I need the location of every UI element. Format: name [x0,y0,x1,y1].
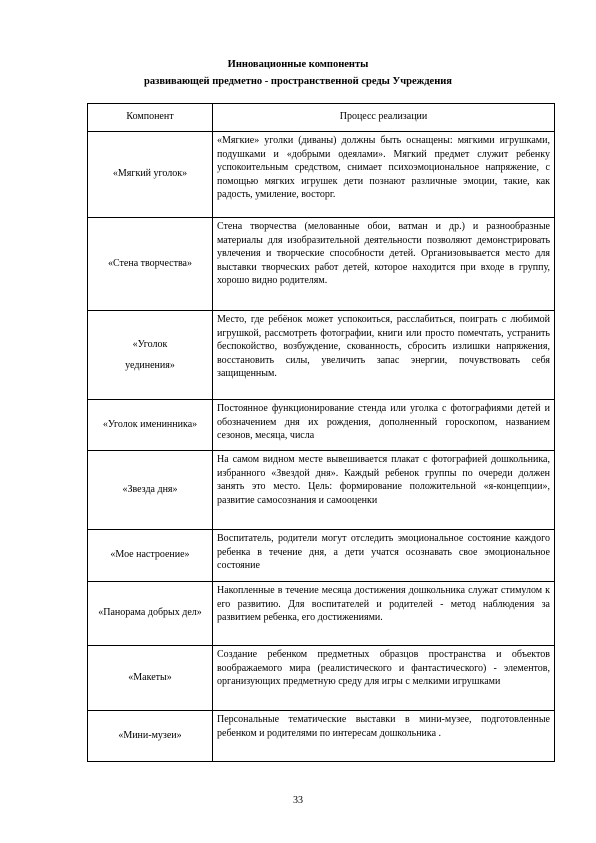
components-table [87,103,555,762]
process-cell: Место, где ребёнок может успокоиться, расслабиться, поиграть с любимой игрушкой, рассмотреть фотографии, книги или просто помечтать, устранить беспокойство, возбуждение, скованность, сбросить излишки напряжения, восстановить силы, увеличить запас энергии, почувствовать себя защищенным. [213,311,555,400]
table-row [88,711,555,762]
document-title-line-2: развивающей предметно - пространственной среды Учреждения [144,76,452,87]
table-row [88,218,555,311]
document-title-line-1: Инновационные компоненты [227,59,369,70]
component-cell: «Уголок именинника» [88,400,213,451]
component-cell: «Стена творчества» [88,218,213,311]
component-cell: «Мини-музеи» [88,711,213,762]
column-header-process: Процесс реализации [213,104,555,132]
process-cell: Постоянное функционирование стенда или уголка с фотографиями детей и обозначением дня их рождения, дополненный гороскопом, названием сезонов, месяца, числа [213,400,555,451]
table-header-row [88,104,555,132]
component-cell: «Панорама добрых дел» [88,582,213,646]
column-header-component: Компонент [88,104,213,132]
table-row [88,400,555,451]
table-row [88,451,555,530]
page-number: 33 [293,795,303,806]
process-cell: Создание ребенком предметных образцов пространства и объектов воображаемого мира (реалистического и фантастического) - элементов, организующих предметную среду для игры с мелкими игрушками [213,646,555,711]
table-row [88,132,555,218]
component-cell: «Звезда дня» [88,451,213,530]
component-cell: «Мягкий уголок» [88,132,213,218]
process-cell: Стена творчества (мелованные обои, ватман и др.) и разнообразные материалы для изобразительной деятельности позволяют демонстрировать увлечения и творческие способности детей. Организовывается место для выставки творческих работ детей, которое находится при входе в группу, хорошо видно родителям. [213,218,555,311]
process-cell: «Мягкие» уголки (диваны) должны быть оснащены: мягкими игрушками, подушками и «добрыми одеялами». Мягкий предмет служит ребенку успокоительным средством, снимает психоэмоциональное напряжение, с помощью мягких игрушек дети познают различные эмоции, такие, как радость, умиление, восторг. [213,132,555,218]
component-cell: «Мое настроение» [88,530,213,582]
table-row [88,530,555,582]
process-cell: На самом видном месте вывешивается плакат с фотографией дошкольника, избранного «Звездой дня». Каждый ребенок группы по очереди должен занять это место. Цель: формирование положительной «я-концепции», развитие самосознания и самооценки [213,451,555,530]
table-row [88,646,555,711]
table-row [88,311,555,400]
component-cell: «Макеты» [88,646,213,711]
process-cell: Накопленные в течение месяца достижения дошкольника служат стимулом к его развитию. Для воспитателей и родителей - метод наблюдения за развитием ребенка, его достижениями. [213,582,555,646]
process-cell: Персональные тематические выставки в мини-музее, подготовленные ребенком и родителями по интересам дошкольника . [213,711,555,762]
table-row [88,582,555,646]
component-cell: «Уголок уединения» [88,311,213,400]
process-cell: Воспитатель, родители могут отследить эмоциональное состояние каждого ребенка в течение дня, а дети учатся осознавать свое эмоциональное состояние [213,530,555,582]
